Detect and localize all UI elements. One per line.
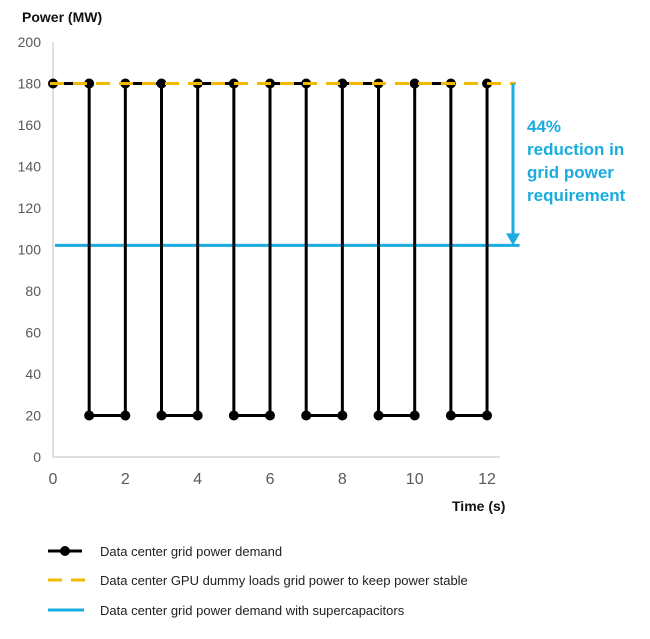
grid-demand-point (193, 411, 203, 421)
y-axis-title: Power (MW) (22, 9, 103, 25)
reduction-annotation: reduction in (527, 140, 625, 159)
y-tick-label: 100 (17, 241, 41, 258)
x-tick-label: 10 (405, 471, 424, 488)
y-tick-label: 20 (25, 407, 41, 424)
legend-marker (60, 546, 70, 556)
grid-demand-point (229, 411, 239, 421)
grid-demand-point (374, 411, 384, 421)
x-tick-label: 8 (337, 471, 347, 488)
x-tick-label: 2 (120, 471, 130, 488)
reduction-annotation: grid power (527, 163, 614, 182)
grid-demand-point (301, 411, 311, 421)
grid-demand-point (157, 411, 167, 421)
grid-demand-point (84, 411, 94, 421)
legend-label: Data center grid power demand (100, 544, 283, 559)
y-tick-label: 60 (25, 324, 41, 341)
grid-demand-point (265, 411, 275, 421)
legend-label: Data center grid power demand with supercapacitors (100, 603, 405, 618)
grid-demand-line (53, 84, 487, 416)
x-tick-label: 6 (265, 471, 275, 488)
grid-demand-point (446, 411, 456, 421)
y-tick-label: 0 (33, 449, 41, 465)
grid-demand-point (410, 411, 420, 421)
grid-demand-point (120, 411, 130, 421)
x-tick-label: 0 (48, 471, 58, 488)
grid-demand-point (337, 411, 347, 421)
reduction-annotation: requirement (527, 186, 626, 205)
x-tick-label: 4 (193, 471, 203, 488)
reduction-arrowhead (506, 233, 520, 245)
reduction-annotation: 44% (527, 117, 562, 136)
y-tick-label: 200 (17, 34, 41, 50)
y-tick-label: 140 (17, 158, 41, 175)
y-tick-label: 160 (17, 117, 41, 133)
y-tick-label: 180 (17, 75, 41, 92)
legend-label: Data center GPU dummy loads grid power to keep power stable (100, 573, 468, 588)
y-tick-label: 120 (17, 200, 41, 216)
y-tick-label: 40 (25, 366, 41, 382)
grid-demand-point (482, 411, 492, 421)
x-axis-title: Time (s) (452, 498, 506, 514)
x-tick-label: 12 (478, 471, 496, 488)
y-tick-label: 80 (25, 283, 41, 299)
